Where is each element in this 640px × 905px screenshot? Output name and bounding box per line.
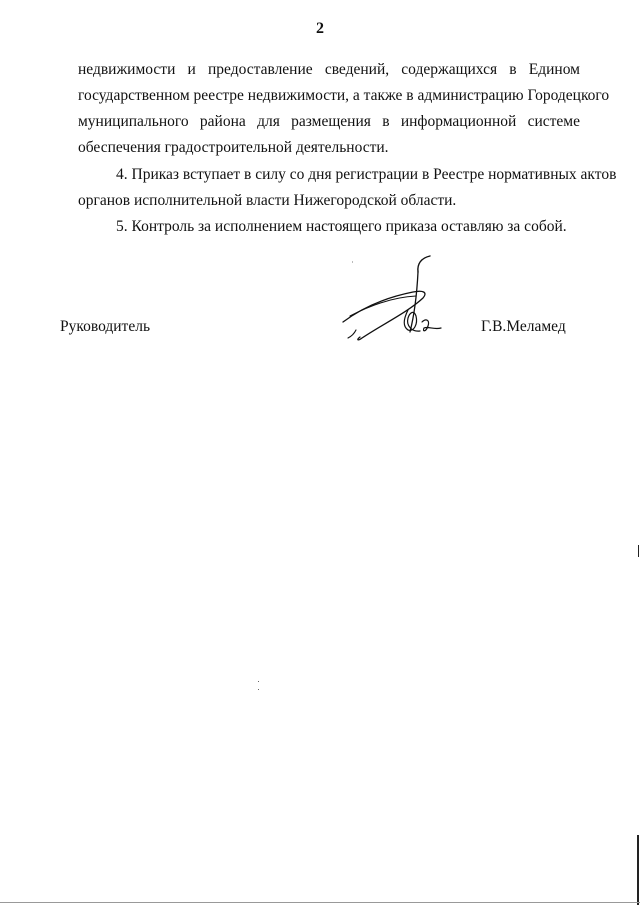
word: информационной <box>400 113 517 130</box>
page-number: 2 <box>316 20 324 37</box>
item-5: 5. Контроль за исполнением настоящего приказа оставляю за собой. <box>116 218 567 235</box>
word: системе <box>527 113 580 130</box>
signatory-name: Г.В.Меламед <box>481 318 566 335</box>
word: для <box>257 113 280 130</box>
word: предоставление <box>207 61 313 78</box>
word: в <box>382 113 390 130</box>
item-4-line-2: органов исполнительной власти Нижегородской области. <box>78 192 457 209</box>
word: Едином <box>528 61 580 78</box>
handwritten-signature <box>338 252 463 347</box>
word: недвижимости <box>78 61 176 78</box>
scan-bottom-edge <box>0 902 640 903</box>
word: муниципального <box>78 113 189 130</box>
word: размещения <box>291 113 371 130</box>
word: содержащихся <box>401 61 498 78</box>
word: района <box>199 113 246 130</box>
signatory-title: Руководитель <box>60 318 151 335</box>
scan-speck <box>258 689 259 690</box>
paragraph-line-3 <box>78 113 580 131</box>
paragraph-line-1 <box>78 61 580 79</box>
word: сведений, <box>324 61 390 78</box>
word: в <box>509 61 517 78</box>
scan-edge-mark <box>637 835 639 905</box>
paragraph-line-4: обеспечения градостроительной деятельности. <box>78 139 389 156</box>
word: и <box>187 61 196 78</box>
scan-speck <box>258 681 259 682</box>
paragraph-line-2: государственном реестре недвижимости, а также в администрацию Городецкого <box>78 87 610 104</box>
item-4-line-1: 4. Приказ вступает в силу со дня регистрации в Реестре нормативных актов <box>116 166 617 183</box>
scan-edge-mark <box>638 545 639 557</box>
